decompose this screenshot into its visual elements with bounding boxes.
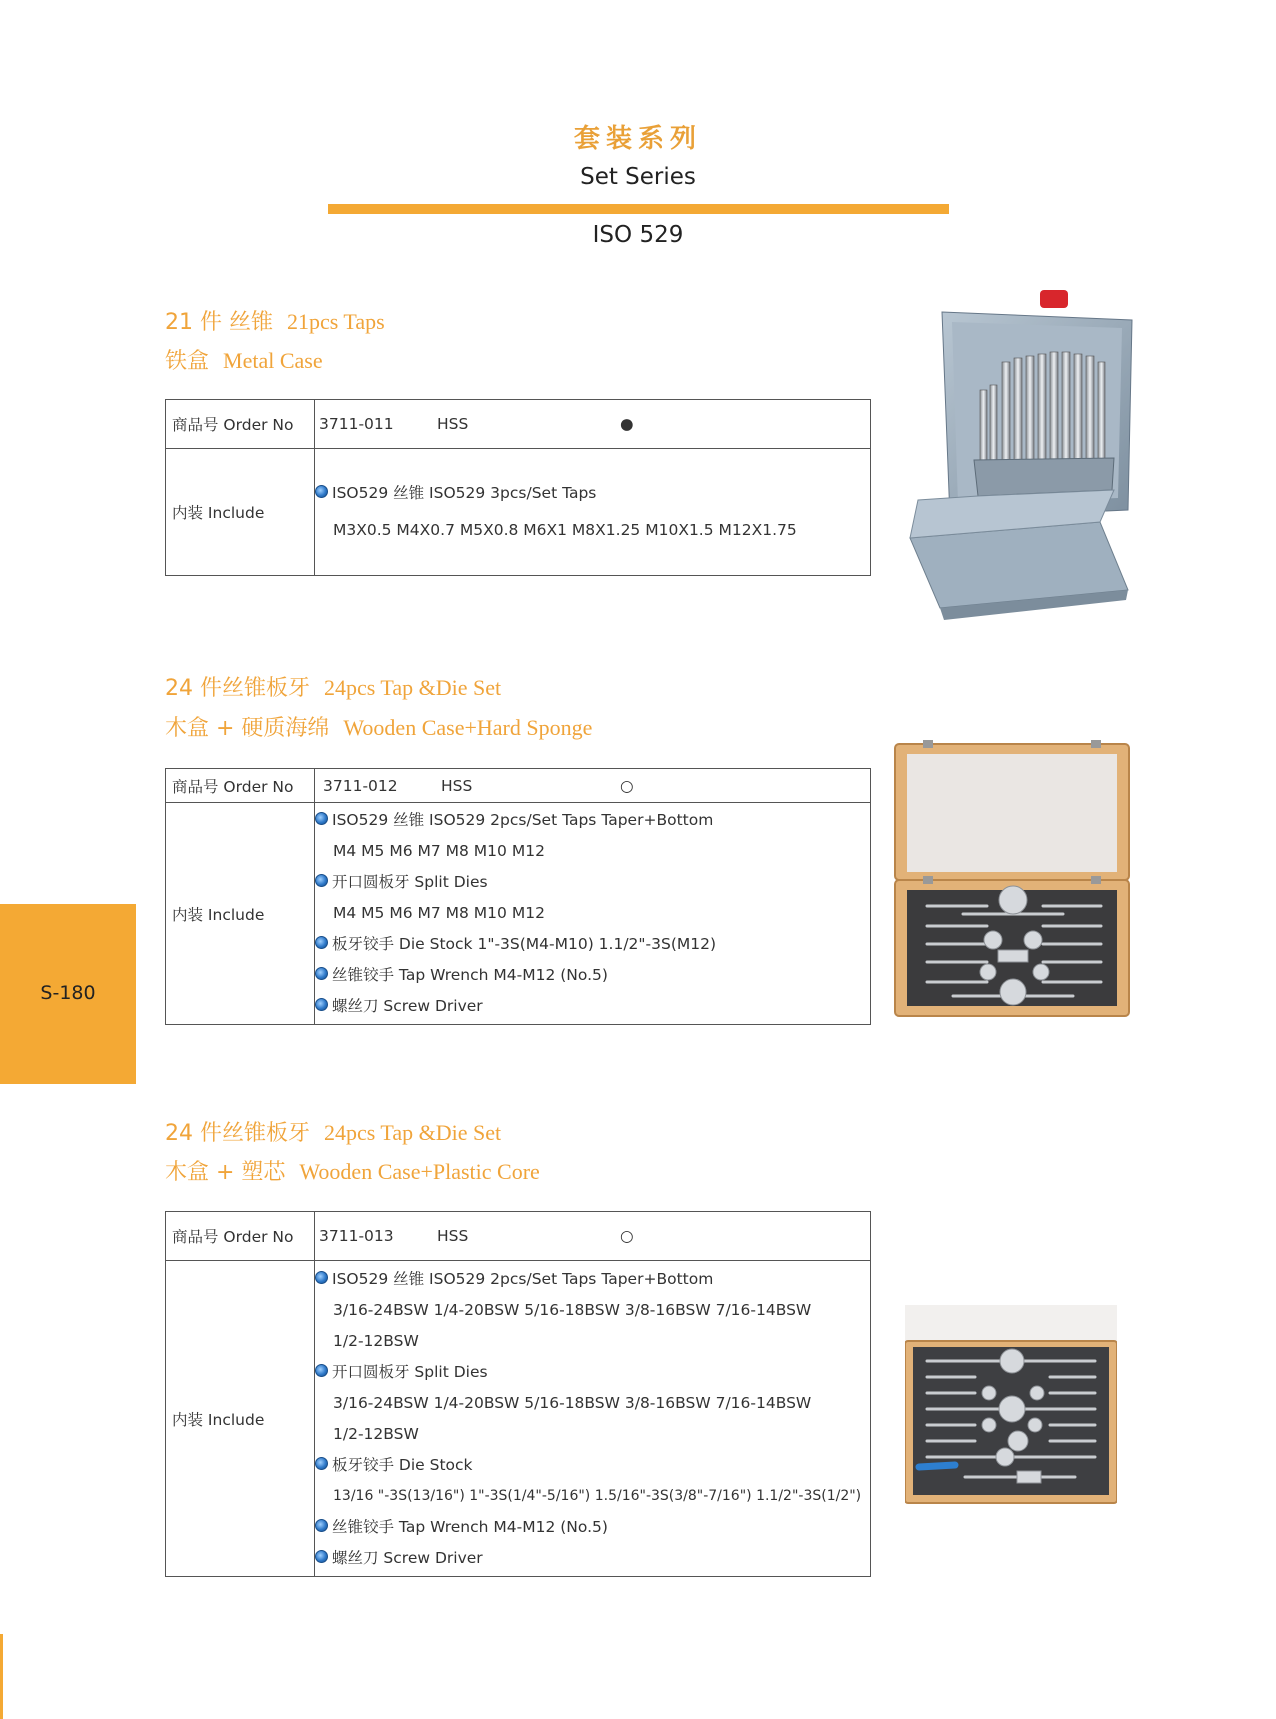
- order-no-value: 3711-013: [319, 1227, 394, 1245]
- section-1-title-cn: 21 件 丝锥: [165, 310, 273, 335]
- section-2-title-cn: 24 件丝锥板牙: [165, 676, 310, 701]
- include-line: 螺丝刀 Screw Driver: [315, 991, 870, 1022]
- section-2-spec-table: [165, 768, 871, 1025]
- include-line: ISO529 丝锥 ISO529 2pcs/Set Taps Taper+Bottom: [315, 805, 870, 836]
- include-line: 板牙铰手 Die Stock 1"-3S(M4-M10) 1.1/2"-3S(M12): [315, 929, 870, 960]
- include-label: 内装 Include: [166, 803, 315, 1025]
- include-line: 开口圆板牙 Split Dies: [315, 867, 870, 898]
- section-1-spec-table: [165, 399, 871, 576]
- standard-label: ISO 529: [592, 222, 684, 248]
- material-value: HSS: [437, 415, 469, 433]
- bullet-icon: [315, 1519, 328, 1532]
- availability-mark: ○: [620, 1227, 634, 1245]
- wooden-case-plastic-core-photo: [905, 1305, 1117, 1505]
- page-title-en: Set Series: [580, 164, 696, 190]
- include-line: 丝锥铰手 Tap Wrench M4-M12 (No.5): [315, 960, 870, 991]
- include-line: M4 M5 M6 M7 M8 M10 M12: [333, 904, 545, 922]
- include-label: 内装 Include: [166, 1261, 315, 1577]
- include-line: M3X0.5 M4X0.7 M5X0.8 M6X1 M8X1.25 M10X1.5 M12X1.75: [333, 521, 797, 539]
- bullet-icon: [315, 485, 328, 498]
- metal-case-taps-photo: [890, 290, 1135, 630]
- bullet-icon: [315, 812, 328, 825]
- wooden-case-sponge-photo: [893, 740, 1133, 1020]
- section-3-case-cn: 木盒 + 塑芯: [165, 1160, 286, 1185]
- page-number-tab: [0, 904, 136, 1084]
- include-line: 螺丝刀 Screw Driver: [315, 1543, 870, 1574]
- include-line: ISO529 丝锥 ISO529 3pcs/Set Taps: [315, 478, 870, 509]
- section-2-case-en: Wooden Case+Hard Sponge: [343, 715, 593, 740]
- order-no-cell: [315, 400, 871, 449]
- bullet-icon: [315, 874, 328, 887]
- include-line: M4 M5 M6 M7 M8 M10 M12: [333, 842, 545, 860]
- availability-mark: ○: [620, 776, 634, 795]
- bullet-icon: [315, 1457, 328, 1470]
- page-number: S-180: [40, 982, 96, 1004]
- page-title-cn: 套装系列: [573, 124, 702, 154]
- section-3-title-cn: 24 件丝锥板牙: [165, 1121, 310, 1146]
- section-3-spec-table: [165, 1211, 871, 1577]
- bullet-icon: [315, 967, 328, 980]
- section-2-case: [165, 711, 592, 742]
- section-3-case: [165, 1155, 540, 1186]
- order-no-value: 3711-011: [319, 415, 394, 433]
- bullet-icon: [315, 936, 328, 949]
- order-no-label: 商品号 Order No: [166, 400, 315, 449]
- bullet-icon: [315, 998, 328, 1011]
- include-line: 板牙铰手 Die Stock: [315, 1450, 870, 1481]
- order-no-value: 3711-012: [323, 776, 398, 795]
- include-list: [315, 1261, 871, 1577]
- section-1-case-cn: 铁盒: [165, 349, 210, 374]
- order-no-label: 商品号 Order No: [166, 769, 315, 803]
- include-list: [315, 803, 871, 1025]
- include-line: 1/2-12BSW: [333, 1424, 419, 1443]
- bullet-icon: [315, 1271, 328, 1284]
- include-label: 内装 Include: [166, 449, 315, 576]
- margin-accent-line: [0, 1634, 3, 1719]
- bullet-icon: [315, 1364, 328, 1377]
- order-no-cell: [315, 769, 871, 803]
- order-no-cell: [315, 1212, 871, 1261]
- section-3-title-en: 24pcs Tap &Die Set: [324, 1120, 502, 1145]
- include-line: ISO529 丝锥 ISO529 2pcs/Set Taps Taper+Bottom: [315, 1264, 870, 1295]
- section-2-title-en: 24pcs Tap &Die Set: [324, 675, 502, 700]
- bullet-icon: [315, 1550, 328, 1563]
- material-value: HSS: [437, 1227, 469, 1245]
- section-1-title: [165, 305, 385, 336]
- section-1-title-en: 21pcs Taps: [286, 309, 385, 334]
- section-2-title: [165, 671, 501, 702]
- order-no-label: 商品号 Order No: [166, 1212, 315, 1261]
- include-list: [315, 449, 871, 576]
- title-underline-bar: [328, 204, 949, 214]
- include-line: 13/16 "-3S(13/16") 1"-3S(1/4"-5/16") 1.5/16"-3S(3/8"-7/16") 1.1/2"-3S(1/2"): [333, 1487, 862, 1504]
- include-line: 丝锥铰手 Tap Wrench M4-M12 (No.5): [315, 1512, 870, 1543]
- section-3-case-en: Wooden Case+Plastic Core: [299, 1159, 540, 1184]
- include-line: 3/16-24BSW 1/4-20BSW 5/16-18BSW 3/8-16BSW 7/16-14BSW: [333, 1393, 812, 1412]
- include-line: 1/2-12BSW: [333, 1331, 419, 1350]
- availability-mark: ●: [620, 415, 634, 433]
- section-2-case-cn: 木盒 + 硬质海绵: [165, 716, 330, 741]
- section-1-case-en: Metal Case: [223, 348, 323, 373]
- section-1-case: [165, 344, 323, 375]
- include-line: 开口圆板牙 Split Dies: [315, 1357, 870, 1388]
- section-3-title: [165, 1116, 501, 1147]
- material-value: HSS: [441, 776, 473, 795]
- include-line: 3/16-24BSW 1/4-20BSW 5/16-18BSW 3/8-16BSW 7/16-14BSW: [333, 1300, 812, 1319]
